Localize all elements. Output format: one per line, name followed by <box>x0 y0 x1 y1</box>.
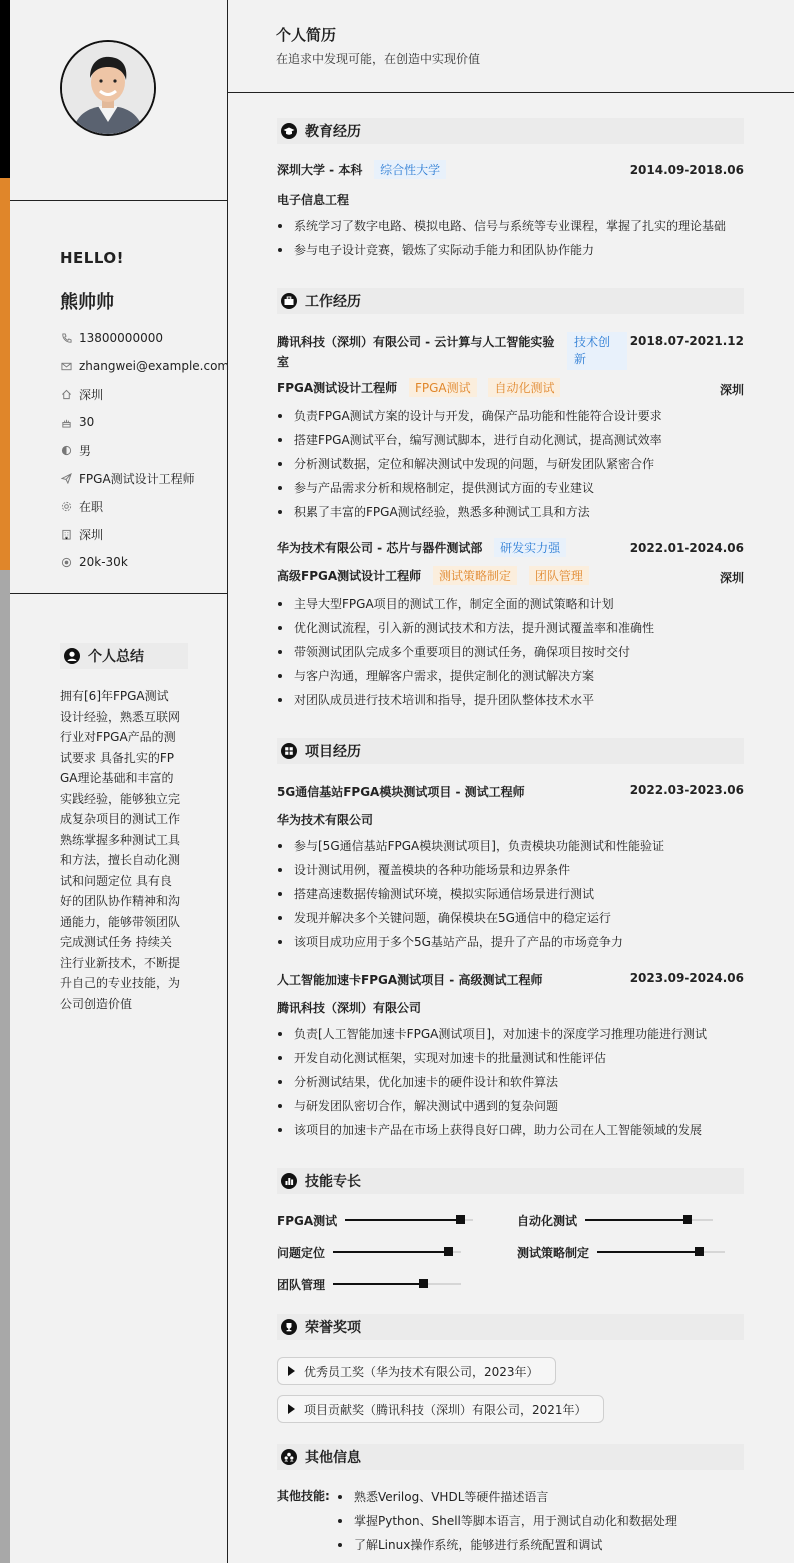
skill-fpga-test <box>277 1210 473 1230</box>
info-gender-text: 男 <box>79 443 92 458</box>
list-item: 熟悉Verilog、VHDL等硬件描述语言 <box>337 1485 677 1509</box>
sidebar <box>10 0 228 1563</box>
job-1-tag-line: 新 <box>574 352 587 366</box>
info-item-position <box>60 464 229 492</box>
other-skills-list <box>337 1485 677 1557</box>
job-1-role-row <box>277 378 744 397</box>
job-1-company-line: 室 <box>277 355 290 369</box>
info-item-gender <box>60 436 229 464</box>
list-item: 负责[人工智能加速卡FPGA测试项目]，对加速卡的深度学习推理功能进行测试 <box>277 1022 744 1046</box>
skills-heading-text: 技能专长 <box>305 1174 361 1190</box>
skill-level-bar <box>333 1251 461 1253</box>
list-item: 与研发团队密切合作，解决测试中遇到的复杂问题 <box>277 1094 744 1118</box>
stripe-orange <box>0 178 10 570</box>
skill-name: 团队管理 <box>277 1277 326 1292</box>
skill-level-knob <box>419 1279 428 1288</box>
info-age-text: 30 <box>79 415 95 429</box>
list-item: 参与电子设计竞赛，锻炼了实际动手能力和团队协作能力 <box>277 238 744 262</box>
list-item: 搭建高速数据传输测试环境，模拟实际通信场景进行测试 <box>277 882 744 906</box>
skill-level-bar <box>585 1219 713 1221</box>
other-heading-text: 其他信息 <box>305 1450 361 1466</box>
project-2-name: 人工智能加速卡FPGA测试项目 - 高级测试工程师 <box>277 973 543 987</box>
skill-level-bar <box>597 1251 725 1253</box>
skill-level-knob <box>683 1215 692 1224</box>
list-item: 发现并解决多个关键问题，确保模块在5G通信中的稳定运行 <box>277 906 744 930</box>
project-2-company: 腾讯科技（深圳）有限公司 <box>277 1001 422 1015</box>
skill-level-bar <box>333 1283 461 1285</box>
hello-heading: HELLO! <box>60 249 124 267</box>
stripe-black <box>0 0 10 178</box>
page-subtitle: 在追求中发现可能，在创造中实现价值 <box>276 52 481 66</box>
education-tag: 综合性大学 <box>374 160 446 179</box>
award-item[interactable] <box>277 1395 604 1423</box>
info-item-work-city <box>60 520 229 548</box>
avatar <box>60 40 156 136</box>
info-status-text: 在职 <box>79 499 104 514</box>
project-1-header <box>277 783 744 800</box>
coin-icon <box>60 556 72 568</box>
education-heading-text: 教育经历 <box>305 124 361 140</box>
job-2-points <box>277 592 744 712</box>
info-location-text: 深圳 <box>79 387 104 402</box>
other-skills-label: 其他技能: <box>277 1489 330 1503</box>
skill-level-fill <box>597 1251 699 1253</box>
skill-level-knob <box>695 1247 704 1256</box>
job-1-date: 2018.07-2021.12 <box>629 334 744 348</box>
job-1-tag-automation: 自动化测试 <box>488 378 560 397</box>
page-title: 个人简历 <box>276 26 337 44</box>
list-item: 该项目成功应用于多个5G基站产品，提升了产品的市场竞争力 <box>277 930 744 954</box>
people-icon <box>281 1449 297 1465</box>
info-item-location <box>60 380 229 408</box>
trophy-icon <box>281 1319 297 1335</box>
list-item: 带领测试团队完成多个重要项目的测试任务，确保项目按时交付 <box>277 640 744 664</box>
summary-heading <box>60 643 188 669</box>
building-icon <box>60 528 72 540</box>
awards-heading-text: 荣誉奖项 <box>305 1320 361 1336</box>
skill-level-fill <box>333 1283 423 1285</box>
contact-info-list <box>60 324 229 576</box>
job-1-points <box>277 404 744 524</box>
skill-test-strategy <box>517 1242 725 1262</box>
info-email-text: zhangwei@example.com <box>79 359 230 373</box>
job-2-role: 高级FPGA测试设计工程师 <box>277 569 422 583</box>
list-item: 开发自动化测试框架，实现对加速卡的批量测试和性能评估 <box>277 1046 744 1070</box>
project-1-company: 华为技术有限公司 <box>277 813 374 827</box>
stripe-gray <box>0 570 10 1563</box>
resume-header <box>228 0 794 93</box>
info-salary-text: 20k-30k <box>79 555 128 569</box>
projects-section-heading <box>277 738 744 764</box>
skill-name: 问题定位 <box>277 1245 326 1260</box>
job-2-city: 深圳 <box>719 571 744 585</box>
job-1-tag-fpga: FPGA测试 <box>409 378 477 397</box>
skill-level-fill <box>333 1251 448 1253</box>
skill-name: FPGA测试 <box>277 1213 338 1228</box>
disclosure-triangle-icon <box>288 1366 295 1376</box>
project-1-date: 2022.03-2023.06 <box>629 783 744 797</box>
info-item-salary <box>60 548 229 576</box>
list-item: 搭建FPGA测试平台，编写测试脚本，进行自动化测试，提高测试效率 <box>277 428 744 452</box>
list-item: 参与[5G通信基站FPGA模块测试项目]，负责模块功能测试和性能验证 <box>277 834 744 858</box>
sidebar-divider <box>10 200 228 201</box>
list-item: 积累了丰富的FPGA测试经验，熟悉多种测试工具和方法 <box>277 500 744 524</box>
work-heading-text: 工作经历 <box>305 294 361 310</box>
job-1-header <box>277 332 744 372</box>
skill-name: 自动化测试 <box>517 1213 578 1228</box>
job-1-tag-line: 技术创 <box>574 335 611 349</box>
award-text: 优秀员工奖（华为技术有限公司，2023年） <box>304 1364 539 1379</box>
gear-icon <box>60 500 72 512</box>
education-school: 深圳大学 - 本科 <box>277 163 363 177</box>
list-item: 优化测试流程，引入新的测试技术和方法，提升测试覆盖率和准确性 <box>277 616 744 640</box>
skill-level-knob <box>456 1215 465 1224</box>
project-2-points <box>277 1022 744 1142</box>
education-row <box>277 160 744 179</box>
skills-section-heading <box>277 1168 744 1194</box>
job-1-company <box>277 332 562 372</box>
cake-icon <box>60 416 72 428</box>
list-item: 掌握Python、Shell等脚本语言，用于测试自动化和数据处理 <box>337 1509 677 1533</box>
info-work-city-text: 深圳 <box>79 527 104 542</box>
skill-level-bar <box>345 1219 473 1221</box>
info-item-age <box>60 408 229 436</box>
job-1-company-line: 腾讯科技（深圳）有限公司 - 云计算与人工智能实验 <box>277 335 555 349</box>
list-item: 与客户沟通，理解客户需求，提供定制化的测试解决方案 <box>277 664 744 688</box>
list-item: 了解Linux操作系统，能够进行系统配置和调试 <box>337 1533 677 1557</box>
job-1-tag <box>567 332 627 370</box>
list-item: 负责FPGA测试方案的设计与开发，确保产品功能和性能符合设计要求 <box>277 404 744 428</box>
bar-chart-icon <box>281 1173 297 1189</box>
education-section-heading <box>277 118 744 144</box>
list-item: 分析测试结果，优化加速卡的硬件设计和软件算法 <box>277 1070 744 1094</box>
list-item: 该项目的加速卡产品在市场上获得良好口碑，助力公司在人工智能领域的发展 <box>277 1118 744 1142</box>
info-item-email <box>60 352 229 380</box>
send-icon <box>60 472 72 484</box>
project-2-header <box>277 971 744 988</box>
skill-level-knob <box>444 1247 453 1256</box>
mail-icon <box>60 360 72 372</box>
job-2-tag-management: 团队管理 <box>529 566 589 585</box>
list-item: 对团队成员进行技术培训和指导，提升团队整体技术水平 <box>277 688 744 712</box>
info-phone-text: 13800000000 <box>79 331 163 345</box>
list-item: 分析测试数据，定位和解决测试中发现的问题，与研发团队紧密合作 <box>277 452 744 476</box>
job-2-company: 华为技术有限公司 - 芯片与器件测试部 <box>277 541 483 555</box>
phone-icon <box>60 332 72 344</box>
job-2-tag: 研发实力强 <box>494 538 566 557</box>
sidebar-divider <box>10 593 228 594</box>
other-section-heading <box>277 1444 744 1470</box>
job-2-role-row <box>277 566 744 585</box>
candidate-name: 熊帅帅 <box>60 292 114 313</box>
list-item: 参与产品需求分析和规格制定，提供测试方面的专业建议 <box>277 476 744 500</box>
skill-team-management <box>277 1274 461 1294</box>
graduation-cap-icon <box>281 123 297 139</box>
projects-heading-text: 项目经历 <box>305 744 361 760</box>
list-item: 主导大型FPGA项目的测试工作，制定全面的测试策略和计划 <box>277 592 744 616</box>
user-icon <box>64 648 80 664</box>
skill-automation-test <box>517 1210 713 1230</box>
job-2-tag-strategy: 测试策略制定 <box>433 566 517 585</box>
gender-icon <box>60 444 72 456</box>
work-section-heading <box>277 288 744 314</box>
home-icon <box>60 388 72 400</box>
info-item-status <box>60 492 229 520</box>
briefcase-icon <box>281 293 297 309</box>
disclosure-triangle-icon <box>288 1404 295 1414</box>
awards-section-heading <box>277 1314 744 1340</box>
list-item: 系统学习了数字电路、模拟电路、信号与系统等专业课程，掌握了扎实的理论基础 <box>277 214 744 238</box>
job-2-date: 2022.01-2024.06 <box>629 541 744 555</box>
award-item[interactable] <box>277 1357 556 1385</box>
skill-level-fill <box>345 1219 460 1221</box>
grid-icon <box>281 743 297 759</box>
info-item-phone <box>60 324 229 352</box>
award-text: 项目贡献奖（腾讯科技（深圳）有限公司，2021年） <box>304 1402 587 1417</box>
skill-problem-locating <box>277 1242 461 1262</box>
project-2-date: 2023.09-2024.06 <box>629 971 744 985</box>
job-1-city: 深圳 <box>719 383 744 397</box>
job-2-header <box>277 538 744 557</box>
education-date: 2014.09-2018.06 <box>629 163 744 177</box>
color-stripe <box>0 0 10 1563</box>
info-position-text: FPGA测试设计工程师 <box>79 471 195 486</box>
project-1-name: 5G通信基站FPGA模块测试项目 - 测试工程师 <box>277 785 525 799</box>
summary-heading-text: 个人总结 <box>88 649 144 665</box>
summary-text: 拥有[6]年FPGA测试设计经验，熟悉互联网行业对FPGA产品的测试要求 具备扎实的FPGA理论基础和丰富的实践经验，能够独立完成复杂项目的测试工作 熟练掌握多种测试工具和方法，擅长自动化测试和问题定位 具有良好的团队协作精神和沟通能力，能够带领团队完成测试任务 持续关注行业新技术，不断提升自己的专业技能，为公司创造价值 <box>60 689 181 1011</box>
job-1-role: FPGA测试设计工程师 <box>277 381 398 395</box>
avatar-portrait-image <box>62 42 154 134</box>
list-item: 设计测试用例，覆盖模块的各种功能场景和边界条件 <box>277 858 744 882</box>
project-1-points <box>277 834 744 954</box>
skill-name: 测试策略制定 <box>517 1245 590 1260</box>
education-points <box>277 214 744 262</box>
skill-level-fill <box>585 1219 687 1221</box>
education-major: 电子信息工程 <box>277 193 350 207</box>
